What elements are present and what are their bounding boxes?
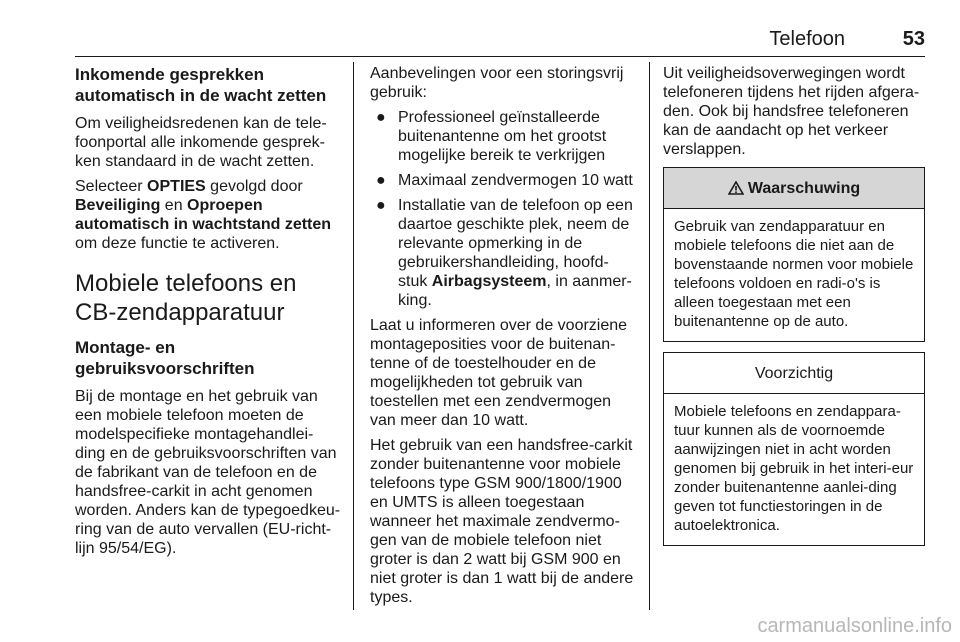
xref-airbag-system: Airbagsysteem <box>431 273 547 290</box>
caution-box <box>663 352 925 546</box>
warning-title: Waarschuwing <box>747 179 861 197</box>
list-item: ● Installatie van de telefoon op een daartoe geschikte plek, neem de relevante opmerking in de gebruikershandleiding, hoofd-stuk Airbagsysteem, in aanmer-king. <box>376 197 633 309</box>
column-divider-2 <box>649 62 650 610</box>
bullet-icon: ● <box>376 109 386 126</box>
recommendations-list <box>370 108 634 310</box>
heading-mobile-phones: Mobiele telefoons en CB-zendapparatuur <box>75 270 297 326</box>
list-item: ● Professioneel geïnstalleerde buitenantenne om het grootst mogelijke bereik te verkrijgen <box>376 109 607 164</box>
menu-term-security: Beveiliging <box>75 197 161 214</box>
paragraph-handsfree-kit: Het gebruik van een handsfree-carkit zonder buitenantenne voor mobiele telefoons type GSM 900/1800/1900 en UMTS is alleen toegestaan wanneer het maximale zendvermo-gen van de mobiele telefoon niet groter is dan 2 watt bij GSM 900 en niet groter is dan 1 watt bij de andere types. <box>370 437 634 606</box>
heading-incoming-calls: Inkomende gesprekken automatisch in de wacht zetten <box>75 65 327 105</box>
paragraph-incoming-calls: Om veiligheidsredenen kan de tele-foonportal alle inkomende gesprek-ken standaard in de wacht zetten. <box>75 115 327 170</box>
warning-body: Gebruik van zendapparatuur en mobiele telefoons die niet aan de bovenstaande normen voor mobiele telefoons voldoen en radi-o's is alleen toegestaan met een buitenantenne op de auto. <box>674 218 914 330</box>
page-header <box>75 28 925 52</box>
warning-box <box>663 167 925 342</box>
heading-mounting-rules: Montage- en gebruiksvoorschriften <box>75 338 255 378</box>
menu-term-auto-hold: Oproepen automatisch in wachtstand zetten <box>75 197 332 233</box>
paragraph-mounting: Bij de montage en het gebruik van een mobiele telefoon moeten de modelspecifieke montagehandlei-ding en de gebruiksvoorschriften van de fabrikant van de telefoon en de handsfree-carkit in acht genomen worden. Anders kan de typegoedkeu-ring van de auto vervallen (EU-richt-lijn 95/54/EG). <box>75 388 341 557</box>
paragraph-select-options: Selecteer OPTIES gevolgd door Beveiliging en Oproepen automatisch in wachtstand zetten om deze functie te activeren. <box>75 178 332 252</box>
paragraph-recommendations: Aanbevelingen voor een storingsvrij gebruik: <box>370 65 624 101</box>
paragraph-safety: Uit veiligheidsoverwegingen wordt telefoneren tijdens het rijden afgera-den. Ook bij handsfree telefoneren kan de aandacht op het verkeer verslappen. <box>663 65 920 158</box>
bullet-icon: ● <box>376 197 386 214</box>
header-rule <box>75 56 925 57</box>
warning-header <box>664 168 924 209</box>
column-1 <box>75 64 343 564</box>
bullet-icon: ● <box>376 172 386 189</box>
menu-term-options: OPTIES <box>147 178 206 195</box>
caution-title: Voorzichtig <box>754 364 834 382</box>
warning-triangle-icon <box>728 181 744 195</box>
page-number: 53 <box>902 28 925 50</box>
watermark: carmanualsonline.info <box>757 615 952 637</box>
paragraph-mounting-positions: Laat u informeren over de voorziene montageposities voor de buitenan-tenne of de toestelhouder en de mogelijkheden tot gebruik van toestellen met een zendvermogen van meer dan 10 watt. <box>370 317 628 429</box>
running-title: Telefoon <box>769 28 845 50</box>
caution-header <box>664 353 924 394</box>
list-item: ● Maximaal zendvermogen 10 watt <box>376 172 633 189</box>
column-divider-1 <box>353 62 354 610</box>
caution-body: Mobiele telefoons en zendappara-tuur kunnen als de voornoemde aanwijzingen niet in acht worden genomen bij gebruik in het interi-eur zonder buitenantenne aanlei-ding geven tot functiestoringen in de autoelektronica. <box>674 403 914 534</box>
column-3 <box>663 64 925 546</box>
column-2 <box>370 64 634 613</box>
